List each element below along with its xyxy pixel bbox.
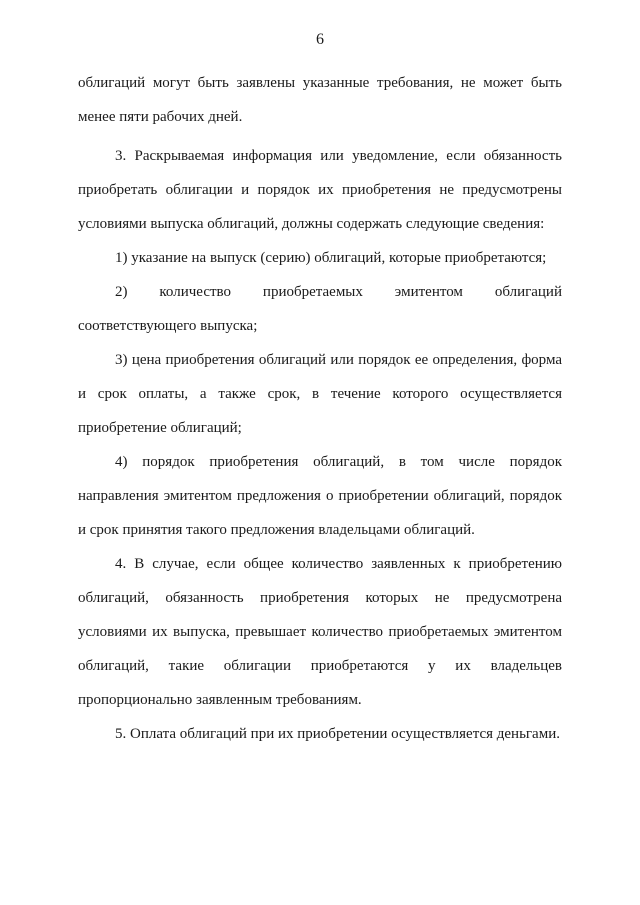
- paragraph-continuation: облигаций могут быть заявлены указанные требования, не может быть менее пяти рабочих дней.: [78, 75, 562, 125]
- paragraph-clause-5: 5. Оплата облигаций при их приобретении осуществляется деньгами.: [115, 726, 560, 742]
- document-body: [78, 66, 562, 751]
- list-item-3: 3) цена приобретения облигаций или порядок ее определения, форма и срок оплаты, а также срок, в течение которого осуществляется приобретение облигаций;: [78, 352, 562, 436]
- list-item-2: 2) количество приобретаемых эмитентом облигаций соответствующего выпуска;: [78, 284, 562, 334]
- page-number: 6: [316, 31, 324, 48]
- list-item-1: 1) указание на выпуск (серию) облигаций, которые приобретаются;: [115, 250, 547, 266]
- paragraph-clause-3: 3. Раскрываемая информация или уведомление, если обязанность приобретать облигации и порядок их приобретения не предусмотрены условиями выпуска облигаций, должны содержать следующие сведения:: [78, 148, 562, 232]
- list-item-4: 4) порядок приобретения облигаций, в том числе порядок направления эмитентом предложения о приобретении облигаций, порядок и срок принятия такого предложения владельцами облигаций.: [78, 454, 562, 538]
- paragraph-clause-4: 4. В случае, если общее количество заявленных к приобретению облигаций, обязанность приобретения которых не предусмотрена условиями их выпуска, превышает количество приобретаемых эмитентом облигаций, такие облигации приобретаются у их владельцев пропорционально заявленным требованиям.: [78, 556, 562, 708]
